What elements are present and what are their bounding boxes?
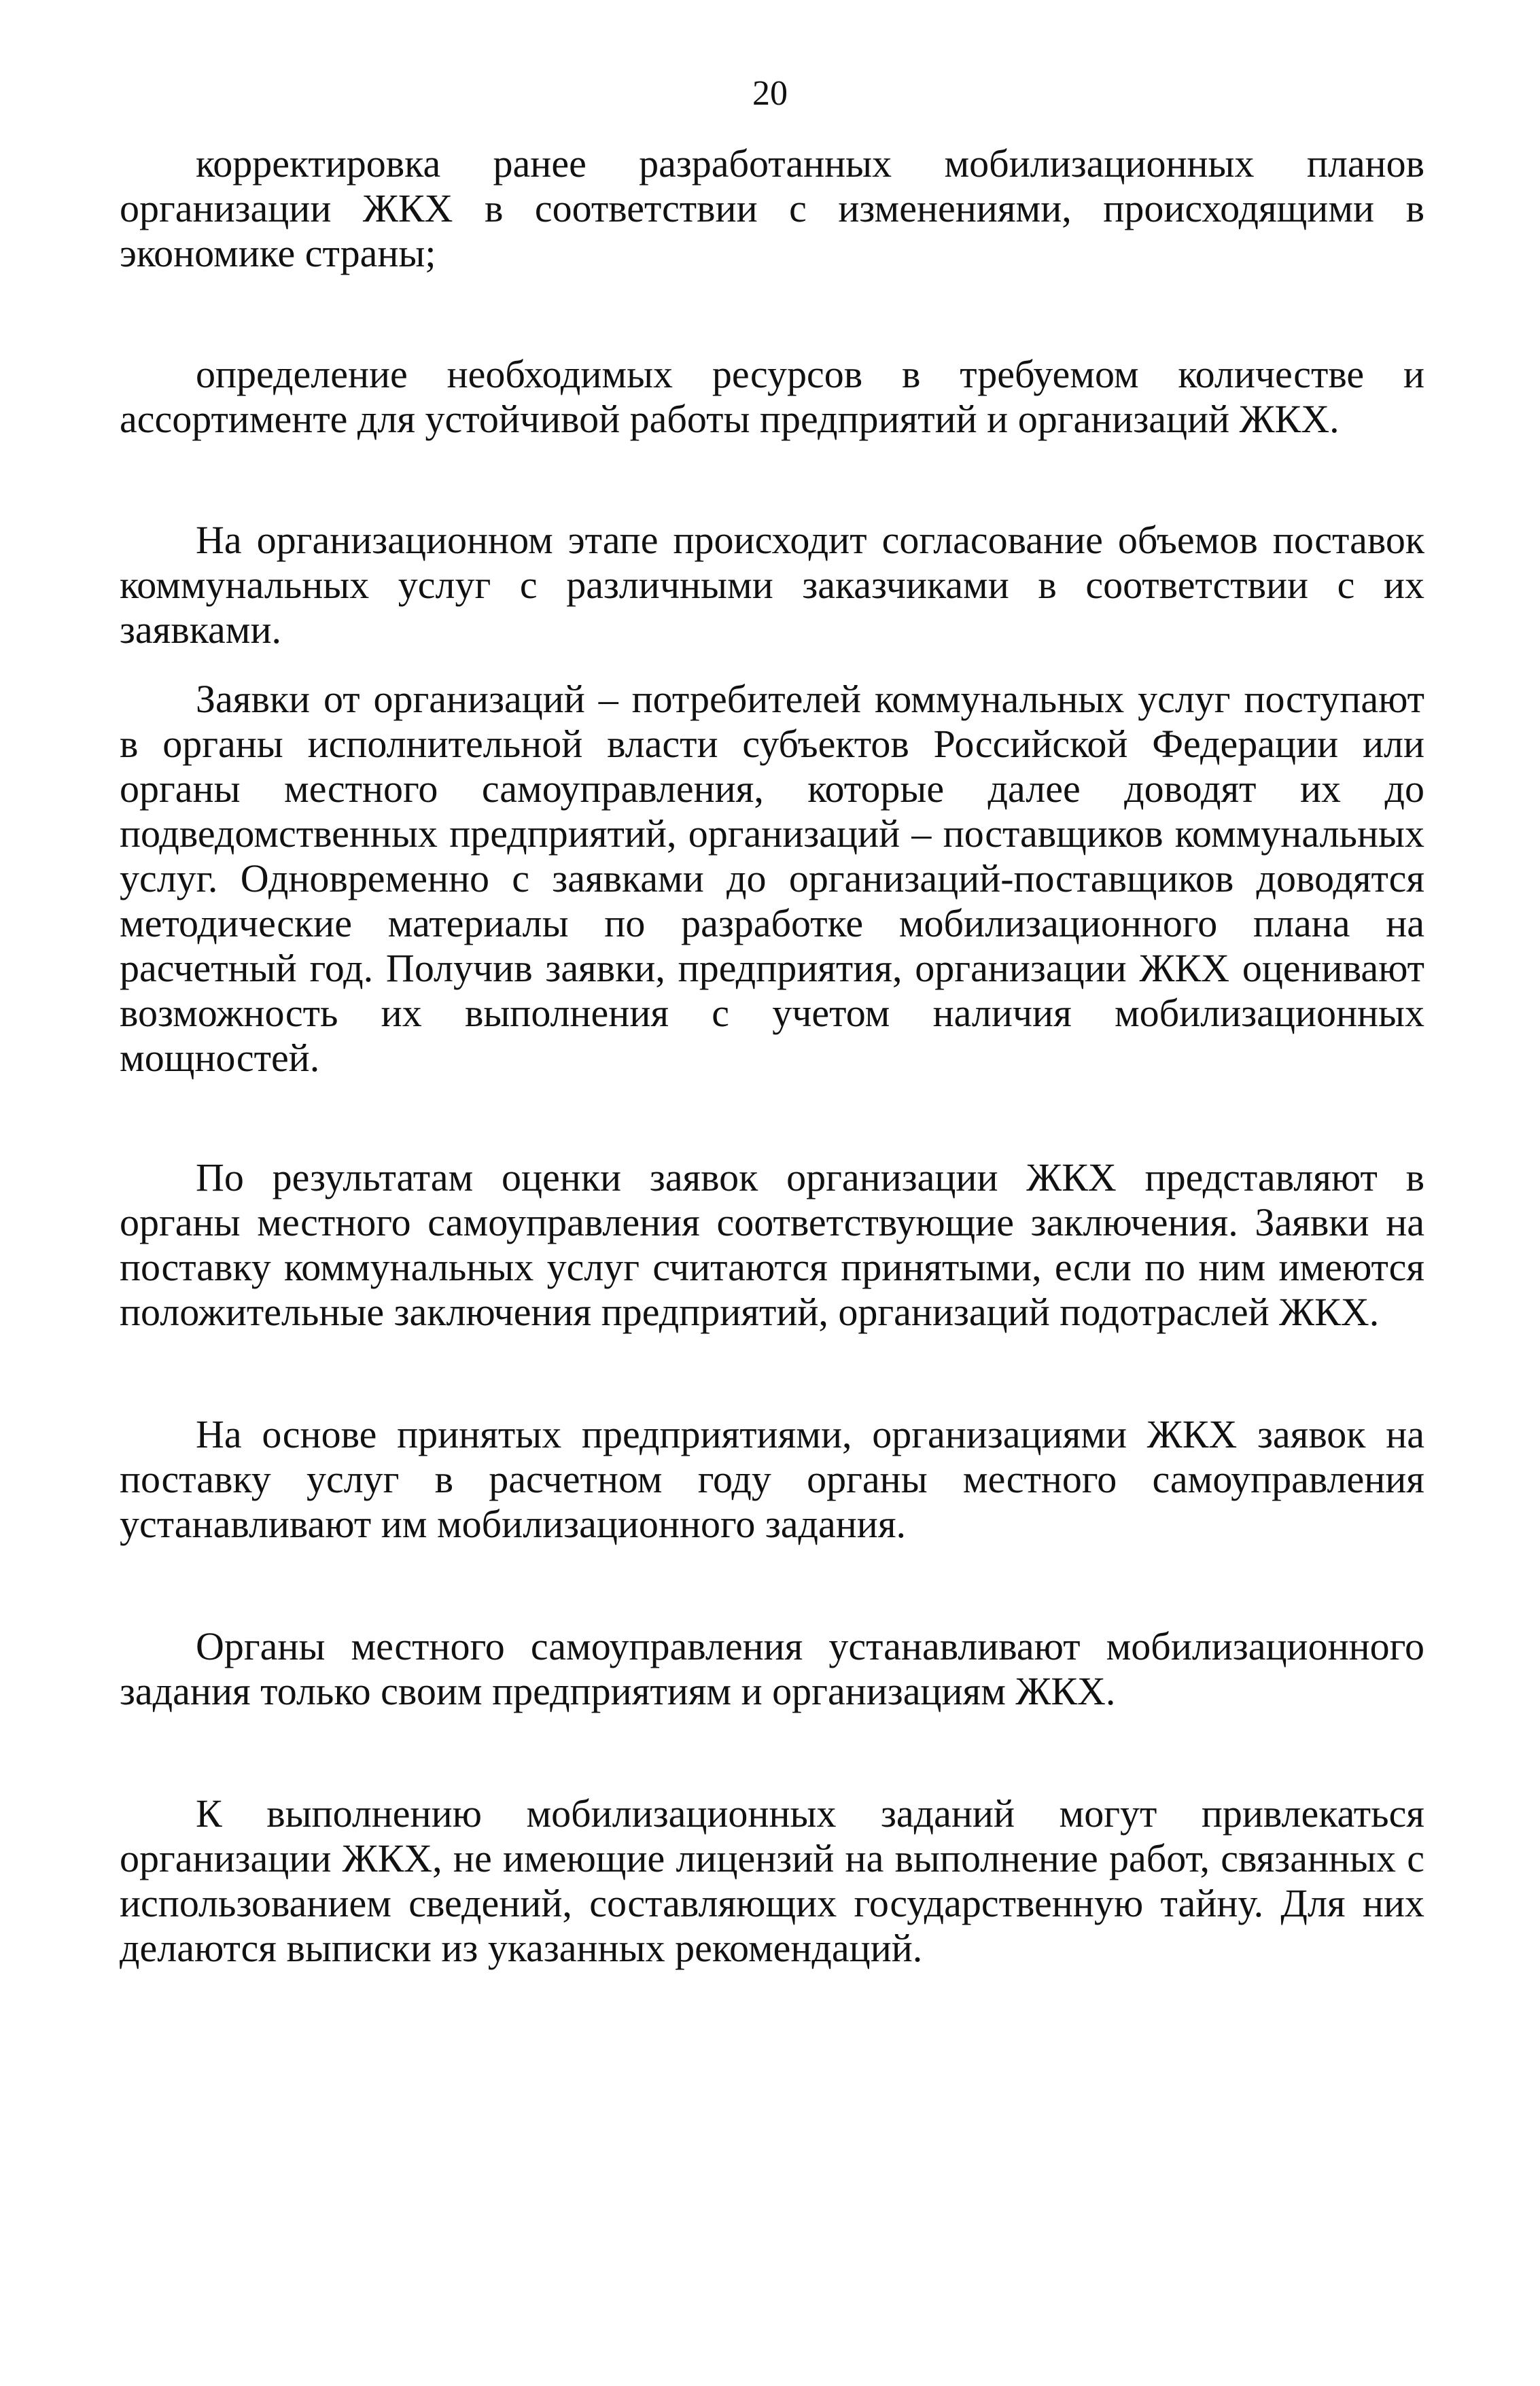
paragraph-consumer-requests: Заявки от организаций – потребителей коммунальных услуг поступают в органы исполнительной власти субъектов Российской Федерации или органы местного самоуправления, которые далее доводят их до подведомственных предприятий, организаций – поставщиков коммунальных услуг. Одновременно с заявками до организаций-поставщиков доводятся методические материалы по разработке мобилизационного плана на расчетный год. Получив заявки, предприятия, организации ЖКХ оценивают возможность их выполнения с учетом наличия мобилизационных мощностей. (120, 677, 1424, 1080)
paragraph-adjustment-of-plans: корректировка ранее разработанных мобилизационных планов организации ЖКХ в соответствии с изменениями, происходящими в экономике страны; (120, 141, 1424, 275)
paragraph-local-authorities: Органы местного самоуправления устанавливают мобилизационного задания только своим предприятиям и организациям ЖКХ. (120, 1624, 1424, 1713)
paragraph-organizational-stage: На организационном этапе происходит согласование объемов поставок коммунальных услуг с различными заказчиками в соответствии с их заявками. (120, 518, 1424, 652)
paragraph-mobilization-tasks: К выполнению мобилизационных заданий могут привлекаться организации ЖКХ, не имеющие лицензий на выполнение работ, связанных с использованием сведений, составляющих государственную тайну. Для них делаются выписки из указанных рекомендаций. (120, 1791, 1424, 1970)
paragraph-assessment-results: По результатам оценки заявок организации ЖКХ представляют в органы местного самоуправления соответствующие заключения. Заявки на поставку коммунальных услуг считаются принятыми, если по ним имеются положительные заключения предприятий, организаций подотраслей ЖКХ. (120, 1155, 1424, 1334)
paragraph-accepted-requests: На основе принятых предприятиями, организациями ЖКХ заявок на поставку услуг в расчетном году органы местного самоуправления устанавливают им мобилизационного задания. (120, 1412, 1424, 1546)
paragraph-resource-determination: определение необходимых ресурсов в требуемом количестве и ассортименте для устойчивой работы предприятий и организаций ЖКХ. (120, 352, 1424, 441)
page-number: 20 (752, 74, 788, 113)
